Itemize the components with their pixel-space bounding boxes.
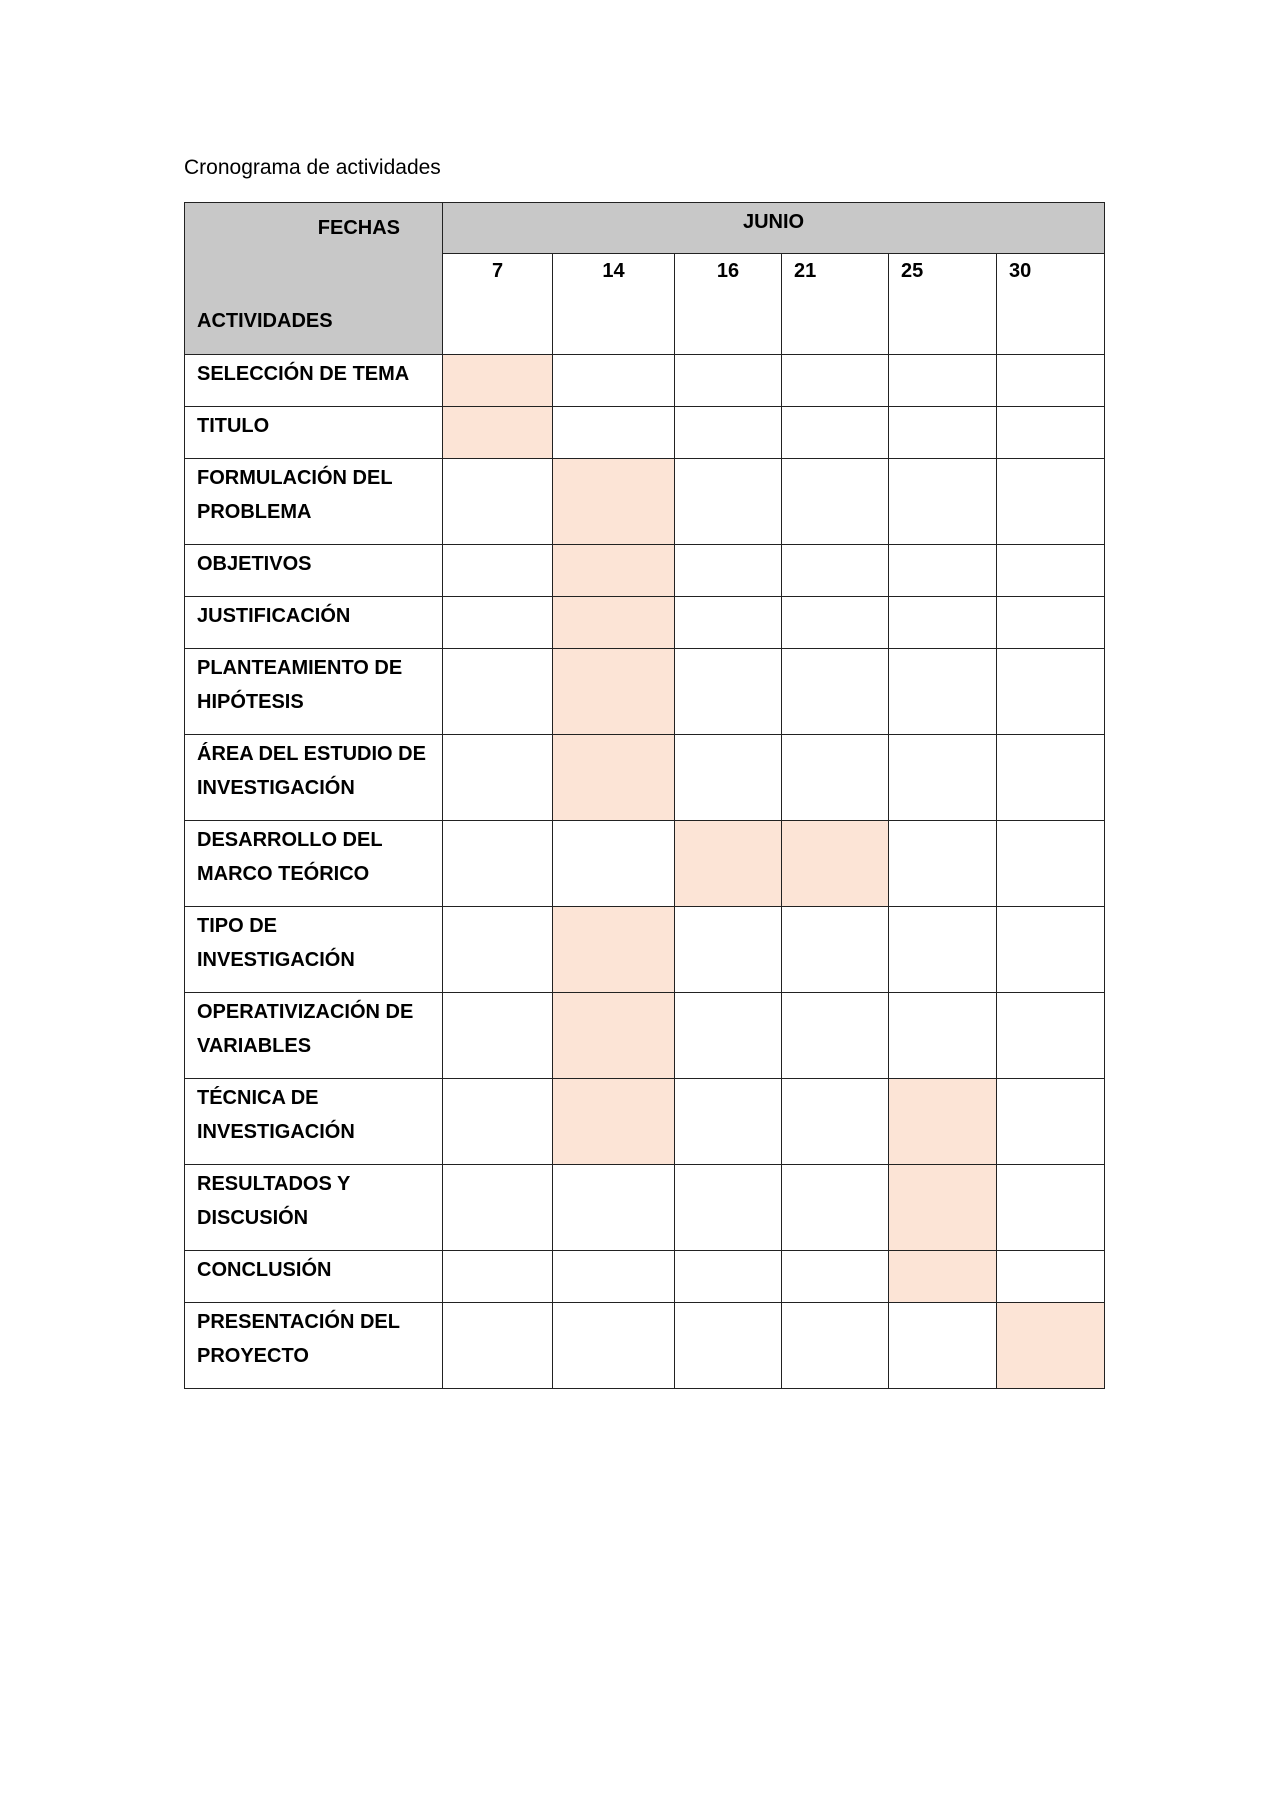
schedule-cell	[889, 649, 997, 735]
activity-cell: RESULTADOS Y DISCUSIÓN	[185, 1165, 443, 1251]
activity-cell: OPERATIVIZACIÓN DE VARIABLES	[185, 993, 443, 1079]
schedule-cell	[782, 545, 889, 597]
schedule-cell	[997, 649, 1105, 735]
schedule-cell	[675, 355, 782, 407]
table-row	[185, 735, 1105, 821]
schedule-cell	[443, 1303, 553, 1389]
day-label: 16	[716, 260, 740, 283]
schedule-cell	[675, 545, 782, 597]
activity-cell: DESARROLLO DEL MARCO TEÓRICO	[185, 821, 443, 907]
schedule-cell	[997, 1165, 1105, 1251]
day-label: 25	[901, 260, 924, 283]
schedule-cell-marked	[553, 649, 675, 735]
schedule-cell	[889, 407, 997, 459]
schedule-cell	[782, 1079, 889, 1165]
schedule-cell-marked	[553, 459, 675, 545]
schedule-cell	[889, 355, 997, 407]
schedule-cell-marked	[553, 545, 675, 597]
month-header-cell	[443, 203, 1105, 254]
activity-cell: PLANTEAMIENTO DE HIPÓTESIS	[185, 649, 443, 735]
activity-cell: PRESENTACIÓN DEL PROYECTO	[185, 1303, 443, 1389]
table-row	[185, 1303, 1105, 1389]
schedule-cell	[443, 1165, 553, 1251]
schedule-cell	[675, 459, 782, 545]
header-corner-cell	[185, 203, 443, 355]
schedule-cell	[997, 407, 1105, 459]
day-header-cell	[889, 254, 997, 355]
schedule-cell	[997, 1251, 1105, 1303]
schedule-cell	[782, 993, 889, 1079]
schedule-cell	[997, 821, 1105, 907]
schedule-body	[185, 355, 1105, 1389]
activity-cell: TIPO DE INVESTIGACIÓN	[185, 907, 443, 993]
table-row	[185, 821, 1105, 907]
schedule-cell-marked	[553, 1079, 675, 1165]
table-row	[185, 993, 1105, 1079]
schedule-cell	[443, 735, 553, 821]
schedule-cell-marked	[553, 735, 675, 821]
schedule-cell-marked	[443, 355, 553, 407]
schedule-cell	[675, 993, 782, 1079]
day-label: 14	[602, 260, 625, 283]
schedule-cell	[782, 1165, 889, 1251]
table-row	[185, 1079, 1105, 1165]
schedule-cell	[675, 649, 782, 735]
schedule-cell-marked	[889, 1251, 997, 1303]
schedule-cell	[553, 355, 675, 407]
schedule-cell	[889, 459, 997, 545]
schedule-cell	[782, 907, 889, 993]
schedule-cell	[782, 649, 889, 735]
schedule-cell	[553, 1165, 675, 1251]
day-header-cell	[997, 254, 1105, 355]
schedule-cell	[782, 459, 889, 545]
table-row	[185, 545, 1105, 597]
schedule-cell-marked	[782, 821, 889, 907]
schedule-cell	[553, 1251, 675, 1303]
schedule-cell	[675, 1079, 782, 1165]
month-label: JUNIO	[742, 211, 805, 233]
schedule-cell	[553, 821, 675, 907]
schedule-cell	[443, 1251, 553, 1303]
schedule-cell-marked	[889, 1079, 997, 1165]
schedule-cell	[443, 821, 553, 907]
activity-schedule-table	[184, 202, 1105, 1389]
document-title: Cronograma de actividades	[184, 156, 441, 179]
schedule-cell	[782, 597, 889, 649]
schedule-cell	[889, 907, 997, 993]
schedule-cell	[675, 735, 782, 821]
table-row	[185, 1251, 1105, 1303]
schedule-cell	[782, 407, 889, 459]
schedule-cell	[997, 907, 1105, 993]
schedule-cell	[553, 407, 675, 459]
activity-cell: ÁREA DEL ESTUDIO DE INVESTIGACIÓN	[185, 735, 443, 821]
schedule-cell	[443, 545, 553, 597]
schedule-cell	[889, 735, 997, 821]
schedule-cell	[675, 1251, 782, 1303]
schedule-cell	[997, 993, 1105, 1079]
table-row	[185, 459, 1105, 545]
schedule-cell	[889, 821, 997, 907]
activity-cell: OBJETIVOS	[185, 545, 443, 597]
schedule-cell	[443, 597, 553, 649]
schedule-cell-marked	[675, 821, 782, 907]
schedule-cell	[553, 1303, 675, 1389]
activity-cell: SELECCIÓN DE TEMA	[185, 355, 443, 407]
day-header-cell	[675, 254, 782, 355]
table-row	[185, 907, 1105, 993]
schedule-cell	[997, 545, 1105, 597]
day-label: 30	[1009, 260, 1032, 283]
table-row	[185, 407, 1105, 459]
day-header-cell	[443, 254, 553, 355]
schedule-cell	[443, 1079, 553, 1165]
fechas-label: FECHAS	[317, 217, 400, 239]
schedule-cell	[997, 597, 1105, 649]
schedule-cell-marked	[997, 1303, 1105, 1389]
schedule-cell	[675, 907, 782, 993]
schedule-cell	[889, 545, 997, 597]
activity-cell: CONCLUSIÓN	[185, 1251, 443, 1303]
schedule-cell	[443, 907, 553, 993]
schedule-cell-marked	[443, 407, 553, 459]
schedule-cell	[889, 993, 997, 1079]
schedule-cell	[675, 407, 782, 459]
schedule-cell	[997, 735, 1105, 821]
schedule-cell-marked	[553, 597, 675, 649]
schedule-cell	[675, 597, 782, 649]
table-row	[185, 649, 1105, 735]
schedule-cell	[997, 459, 1105, 545]
table-row	[185, 1165, 1105, 1251]
day-label: 21	[794, 260, 817, 283]
schedule-cell	[443, 459, 553, 545]
schedule-cell	[997, 355, 1105, 407]
schedule-cell	[443, 993, 553, 1079]
table-row	[185, 355, 1105, 407]
day-label: 7	[491, 260, 504, 283]
schedule-cell	[782, 735, 889, 821]
header-row-month	[185, 203, 1105, 254]
schedule-cell	[889, 1303, 997, 1389]
schedule-cell	[782, 1251, 889, 1303]
schedule-cell-marked	[553, 907, 675, 993]
activity-cell: JUSTIFICACIÓN	[185, 597, 443, 649]
schedule-cell	[889, 597, 997, 649]
schedule-cell	[997, 1079, 1105, 1165]
schedule-cell	[782, 355, 889, 407]
activity-cell: TITULO	[185, 407, 443, 459]
schedule-cell	[443, 649, 553, 735]
table-row	[185, 597, 1105, 649]
activity-cell: TÉCNICA DE INVESTIGACIÓN	[185, 1079, 443, 1165]
actividades-label: ACTIVIDADES	[197, 310, 333, 332]
schedule-cell	[675, 1165, 782, 1251]
schedule-cell-marked	[889, 1165, 997, 1251]
schedule-cell	[675, 1303, 782, 1389]
day-header-cell	[782, 254, 889, 355]
schedule-cell	[782, 1303, 889, 1389]
activity-cell: FORMULACIÓN DEL PROBLEMA	[185, 459, 443, 545]
schedule-cell-marked	[553, 993, 675, 1079]
day-header-cell	[553, 254, 675, 355]
